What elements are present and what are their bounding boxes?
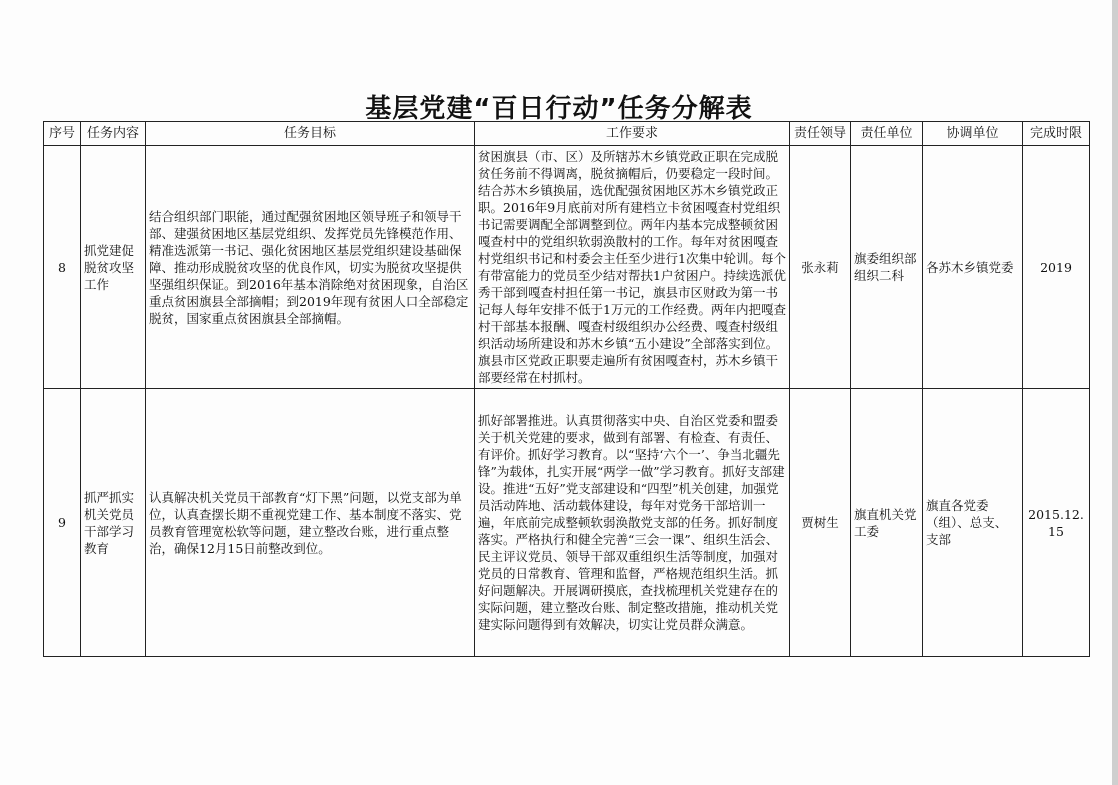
work-requirement: 抓好部署推进。认真贯彻落实中央、自治区党委和盟委关于机关党建的要求，做到有部署、有检查、有责任、有评价。抓好学习教育。以“坚持‘六个一’、争当北疆先锋”为载体，扎实开展“两学一做”学习教育。抓好支部建设。推进“五好”党支部建设和“四型”机关创建，加强党员活动阵地、活动载体建设，每年对党务干部培训一遍，年底前完成整顿软弱涣散党支部的任务。抓好制度落实。严格执行和健全完善“三会一课”、组织生活会、民主评议党员、领导干部双重组织生活等制度，加强对党员的日常教育、管理和监督，严格规范组织生活。抓好问题解决。开展调研摸底，查找梳理机关党建存在的实际问题，建立整改台账、制定整改措施，推动机关党建实际问题得到有效解决，切实让党员群众满意。: [475, 389, 790, 657]
row-number: 8: [44, 146, 81, 389]
task-goal: 认真解决机关党员干部教育“灯下黑”问题，以党支部为单位，认真查摆长期不重视党建工作、基本制度不落实、党员教育管理宽松软等问题，建立整改台账，进行重点整治，确保12月15日前整改到位。: [146, 389, 475, 657]
table-row: [44, 146, 1090, 389]
coordinating-unit: 各苏木乡镇党委: [923, 146, 1023, 389]
task-content: 抓严抓实机关党员干部学习教育: [81, 389, 146, 657]
header-cell: 任务目标: [146, 122, 475, 146]
responsible-unit: 旗直机关党工委: [851, 389, 923, 657]
header-cell: 工作要求: [475, 122, 790, 146]
header-cell: 任务内容: [81, 122, 146, 146]
coordinating-unit: 旗直各党委（组）、总支、支部: [923, 389, 1023, 657]
responsible-leader: 张永莉: [790, 146, 851, 389]
row-number: 9: [44, 389, 81, 657]
deadline: 2019: [1023, 146, 1090, 389]
work-requirement: 贫困旗县（市、区）及所辖苏木乡镇党政正职在完成脱贫任务前不得调离，脱贫摘帽后，仍要稳定一段时间。结合苏木乡镇换届，选优配强贫困地区苏木乡镇党政正职。2016年9月底前对所有建档立卡贫困嘎查村党组织书记需要调配全部调整到位。两年内基本完成整顿贫困嘎查村中的党组织软弱涣散村的工作。每年对贫困嘎查村党组织书记和村委会主任至少进行1次集中轮训。每个有带富能力的党员至少结对帮扶1户贫困户。持续选派优秀干部到嘎查村担任第一书记，旗县市区财政为第一书记每人每年安排不低于1万元的工作经费。两年内把嘎查村干部基本报酬、嘎查村级组织办公经费、嘎查村级组织活动场所建设和苏木乡镇“五小建设”全部落实到位。旗县市区党政正职要走遍所有贫困嘎查村，苏木乡镇干部要经常在村抓村。: [475, 146, 790, 389]
page-title: 基层党建“百日行动”任务分解表: [365, 94, 753, 124]
table-header-row: [44, 122, 1090, 146]
responsible-leader: 贾树生: [790, 389, 851, 657]
table-row: [44, 389, 1090, 657]
deadline: 2015.12.15: [1023, 389, 1090, 657]
responsible-unit: 旗委组织部组织二科: [851, 146, 923, 389]
task-table: [43, 121, 1090, 657]
task-goal: 结合组织部门职能，通过配强贫困地区领导班子和领导干部、建强贫困地区基层党组织、发挥党员先锋模范作用、精准选派第一书记、强化贫困地区基层党组织建设基础保障、推动形成脱贫攻坚的优良作风，切实为脱贫攻坚提供坚强组织保证。到2016年基本消除绝对贫困现象，自治区重点贫困旗县全部摘帽；到2019年现有贫困人口全部稳定脱贫，国家重点贫困旗县全部摘帽。: [146, 146, 475, 389]
header-cell: 协调单位: [923, 122, 1023, 146]
header-cell: 责任领导: [790, 122, 851, 146]
header-cell: 完成时限: [1023, 122, 1090, 146]
header-cell: 序号: [44, 122, 81, 146]
task-content: 抓党建促脱贫攻坚工作: [81, 146, 146, 389]
header-cell: 责任单位: [851, 122, 923, 146]
page-edge-shadow: [1112, 0, 1118, 785]
